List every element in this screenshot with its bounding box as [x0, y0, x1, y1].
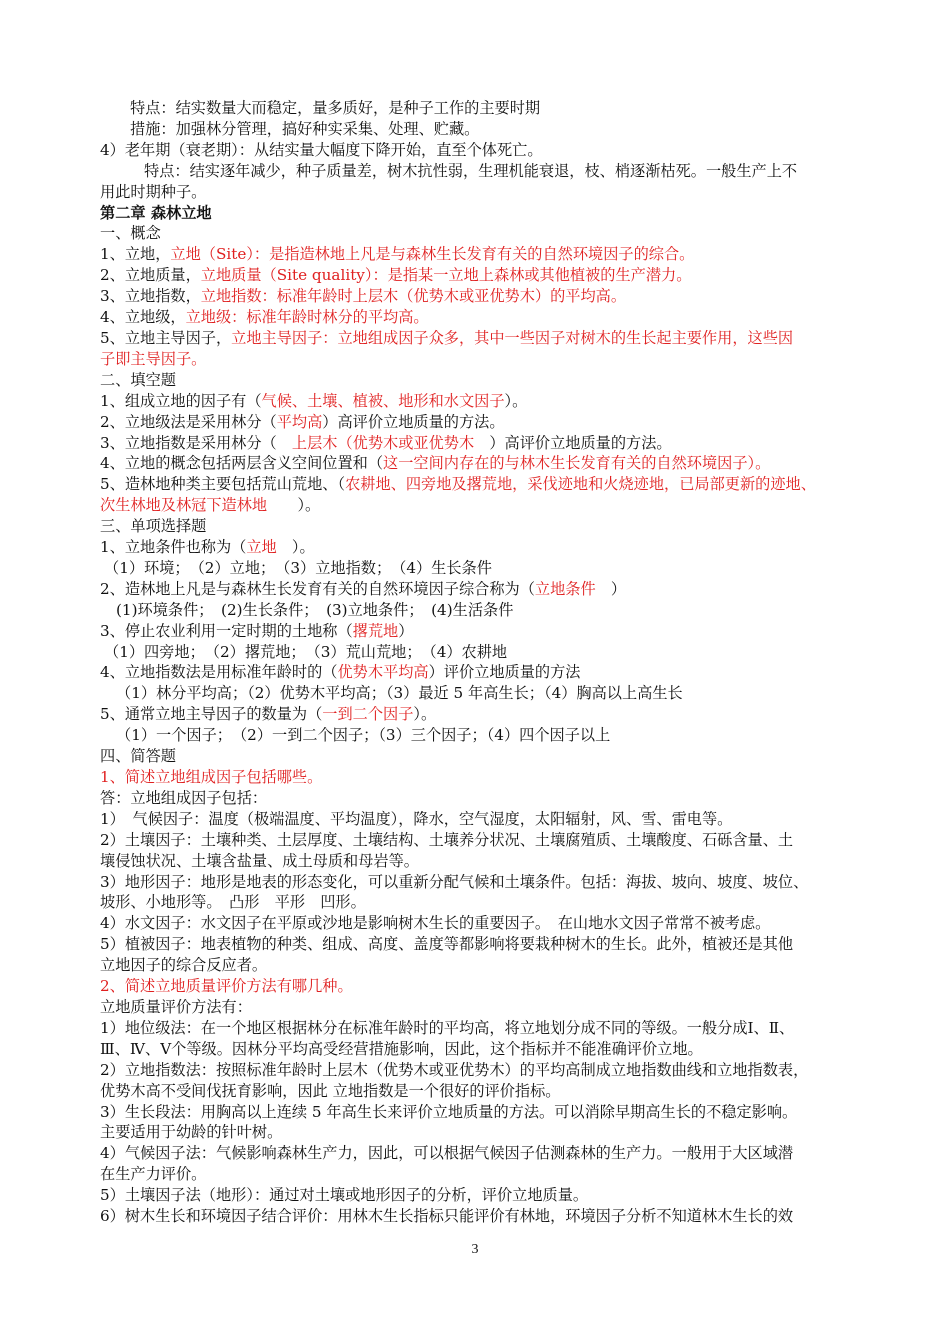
line-text: ）。	[276, 538, 315, 557]
line-text: 答：立地组成因子包括：	[100, 788, 268, 807]
text-line	[100, 788, 870, 809]
line-text: 3、立地指数，	[100, 287, 201, 306]
text-line	[100, 1060, 870, 1081]
line-text: 2）立地指数法：按照标准年龄时上层木（优势木或亚优势木）的平均高制成立地指数曲线和立地指数表，	[100, 1060, 809, 1079]
text-line	[100, 872, 870, 893]
text-line	[100, 286, 870, 307]
highlighted-text: 立地	[246, 538, 277, 557]
text-line	[100, 1081, 870, 1102]
line-text: 1、立地条件也称为（	[100, 538, 247, 557]
text-line	[100, 746, 870, 767]
line-text: 主要适用于幼龄的针叶树。	[100, 1123, 283, 1142]
text-line	[100, 767, 870, 788]
line-text: 1） 气候因子：温度（极端温度、平均温度），降水，空气湿度，太阳辐射，风、雪、雷电等。	[100, 809, 733, 828]
highlighted-text: 撂荒地	[352, 621, 399, 640]
line-text: 3）生长段法：用胸高以上连续 5 年高生长来评价立地质量的方法。可以消除早期高生长的不稳定影响。	[100, 1102, 798, 1121]
line-text: 用此时期种子。	[100, 182, 207, 201]
text-line	[100, 370, 870, 391]
text-line	[100, 955, 870, 976]
line-text: 5、通常立地主导因子的数量为（	[100, 705, 323, 724]
text-line	[100, 704, 870, 725]
text-line	[100, 683, 870, 704]
highlighted-text: 立地主导因子：立地组成因子众多，其中一些因子对树木的生长起主要作用，这些因	[231, 328, 794, 347]
text-line	[100, 328, 870, 349]
highlighted-text: 这一空间内存在的与林木生长发育有关的自然环境因子）。	[383, 454, 771, 473]
text-line	[100, 1206, 870, 1227]
line-text: （1）林分平均高；（2）优势木平均高；（3）最近 5 年高生长；（4）胸高以上高生长	[116, 684, 683, 703]
text-line	[100, 433, 870, 454]
highlighted-text: 气候、土壤、植被、地形和水文因子	[261, 391, 505, 410]
line-text: 1、立地，	[100, 245, 171, 264]
text-line	[100, 1185, 870, 1206]
text-line	[100, 453, 870, 474]
line-text: 特点：结实逐年减少，种子质量差，树木抗性弱，生理机能衰退，枝、梢逐渐枯死。一般生产上不	[144, 161, 798, 180]
text-line	[100, 161, 870, 182]
highlighted-text: 1、简述立地组成因子包括哪些。	[100, 768, 323, 786]
line-text: ）。	[413, 705, 437, 724]
text-line	[100, 474, 870, 495]
text-line	[100, 851, 870, 872]
text-line	[100, 244, 870, 265]
document-body	[100, 98, 870, 1227]
highlighted-text: 立地（Site）：是指造林地上凡是与森林生长发育有关的自然环境因子的综合。	[170, 245, 695, 264]
line-text: （1）四旁地； （2）撂荒地； （3）荒山荒地； （4）农耕地	[104, 642, 508, 661]
line-text: 坡形、小地形等。 凸形 平形 凹形。	[100, 893, 366, 912]
text-line	[100, 830, 870, 851]
line-text: 5、造林地种类主要包括荒山荒地、（	[100, 475, 346, 494]
line-text: ）高评价立地质量的方法。	[322, 412, 505, 431]
text-line	[100, 391, 870, 412]
text-line	[100, 495, 870, 516]
text-line	[100, 1018, 870, 1039]
text-line	[100, 412, 870, 433]
text-line	[100, 997, 870, 1018]
text-line	[100, 1102, 870, 1123]
highlighted-text: 立地条件	[534, 579, 596, 598]
line-text: ）	[398, 621, 414, 640]
text-line	[100, 662, 870, 683]
line-text: 二、填空题	[100, 370, 176, 389]
text-line	[100, 725, 870, 746]
line-text: 第二章 森林立地	[100, 203, 212, 222]
text-line	[100, 1143, 870, 1164]
line-text: 4）水文因子：水文因子在平原或沙地是影响树木生长的重要因子。 在山地水文因子常常不被考虑。	[100, 914, 771, 933]
line-text: ）高评价立地质量的方法。	[474, 433, 672, 452]
line-text: 立地质量评价方法有：	[100, 997, 252, 1016]
text-line	[100, 140, 870, 161]
line-text: 5、立地主导因子，	[100, 328, 232, 347]
line-text: 措施：加强林分管理，搞好种实采集、处理、贮藏。	[130, 119, 480, 138]
text-line	[100, 182, 870, 203]
line-text: （1）环境； （2）立地； （3）立地指数； （4）生长条件	[104, 558, 492, 577]
text-line	[100, 1164, 870, 1185]
line-text: 2、立地级法是采用林分（	[100, 412, 277, 431]
page-number: 3	[471, 1242, 479, 1257]
text-line	[100, 809, 870, 830]
text-line	[100, 203, 870, 224]
line-text: 壤侵蚀状况、土壤含盐量、成土母质和母岩等。	[100, 851, 419, 870]
line-text: 4、立地指数法是用标准年龄时的（	[100, 663, 338, 682]
line-text: 一、概念	[100, 224, 161, 243]
text-line	[100, 265, 870, 286]
text-line	[100, 976, 870, 997]
text-line	[100, 349, 870, 370]
highlighted-text: 农耕地、四旁地及撂荒地，采伐迹地和火烧迹地，已局部更新的迹地、	[345, 475, 816, 494]
text-line	[100, 621, 870, 642]
line-text: ）评价立地质量的方法	[428, 663, 581, 682]
text-line	[100, 934, 870, 955]
highlighted-text: 上层木（优势木或亚优势木	[291, 433, 475, 452]
line-text: 6）树木生长和环境因子结合评价：用林木生长指标只能评价有林地，环境因子分析不知道林木生长的效	[100, 1207, 794, 1226]
line-text: 2）土壤因子：土壤种类、土层厚度、土壤结构、土壤养分状况、土壤腐殖质、土壤酸度、石砾含量、土	[100, 830, 794, 849]
highlighted-text: 子即主导因子。	[100, 349, 207, 368]
line-text: 5）土壤因子法（地形）：通过对土壤或地形因子的分析，评价立地质量。	[100, 1186, 589, 1205]
line-text: 3、立地指数是采用林分（	[100, 433, 292, 452]
highlighted-text: 平均高	[276, 412, 323, 431]
text-line	[100, 600, 870, 621]
line-text: （1）一个因子； （2）一到二个因子；（3）三个因子；（4）四个因子以上	[116, 726, 611, 745]
line-text: 三、单项选择题	[100, 517, 207, 536]
line-text: 四、简答题	[100, 747, 176, 766]
line-text: (1)环境条件； (2)生长条件； (3)立地条件； (4)生活条件	[116, 600, 514, 619]
line-text: ）。	[267, 496, 321, 515]
line-text: ）。	[504, 391, 528, 410]
text-line	[100, 98, 870, 119]
highlighted-text: 次生林地及林冠下造林地	[100, 496, 268, 515]
text-line	[100, 537, 870, 558]
text-line	[100, 579, 870, 600]
text-line	[100, 516, 870, 537]
text-line	[100, 1122, 870, 1143]
highlighted-text: 一到二个因子	[322, 705, 414, 724]
highlighted-text: 2、简述立地质量评价方法有哪几种。	[100, 977, 353, 996]
highlighted-text: 优势木平均高	[337, 663, 429, 682]
line-text: 5）植被因子：地表植物的种类、组成、高度、盖度等都影响将要栽种树木的生长。此外，植被还是其他	[100, 935, 794, 954]
line-text: 立地因子的综合反应者。	[100, 956, 268, 975]
text-line	[100, 642, 870, 663]
text-line	[100, 1039, 870, 1060]
line-text: 优势木高不受间伐抚育影响，因此 立地指数是一个很好的评价指标。	[100, 1081, 561, 1100]
line-text: 4）老年期（衰老期）：从结实量大幅度下降开始，直至个体死亡。	[100, 140, 543, 159]
text-line	[100, 307, 870, 328]
line-text: 4）气候因子法：气候影响森林生产力，因此，可以根据气候因子估测森林的生产力。一般用于大区域潜	[100, 1144, 794, 1163]
highlighted-text: 立地指数：标准年龄时上层木（优势木或亚优势木）的平均高。	[200, 287, 627, 306]
line-text: 1）地位级法：在一个地区根据林分在标准年龄时的平均高，将立地划分成不同的等级。一般分成Ⅰ、Ⅱ、	[100, 1018, 795, 1037]
text-line	[100, 892, 870, 913]
highlighted-text: 立地级：标准年龄时林分的平均高。	[185, 308, 429, 327]
line-text: Ⅲ、Ⅳ、Ⅴ个等级。因林分平均高受经营措施影响，因此，这个指标并不能准确评价立地。	[100, 1039, 703, 1058]
line-text: ）	[595, 579, 627, 598]
line-text: 3、停止农业利用一定时期的土地称（	[100, 621, 353, 640]
line-text: 3）地形因子：地形是地表的形态变化，可以重新分配气候和土壤条件。包括：海拔、坡向、坡度、坡位、	[100, 872, 809, 891]
line-text: 4、立地级，	[100, 308, 186, 327]
line-text: 1、组成立地的因子有（	[100, 391, 262, 410]
highlighted-text: 立地质量（Site quality）：是指某一立地上森林或其他植被的生产潜力。	[200, 266, 692, 285]
line-text: 特点：结实数量大而稳定，量多质好，是种子工作的主要时期	[130, 99, 541, 117]
text-line	[100, 558, 870, 579]
line-text: 2、造林地上凡是与森林生长发育有关的自然环境因子综合称为（	[100, 579, 535, 598]
line-text: 2、立地质量，	[100, 266, 201, 285]
text-line	[100, 913, 870, 934]
line-text: 在生产力评价。	[100, 1165, 207, 1184]
line-text: 4、立地的概念包括两层含义空间位置和（	[100, 454, 384, 473]
text-line	[100, 223, 870, 244]
text-line	[100, 119, 870, 140]
